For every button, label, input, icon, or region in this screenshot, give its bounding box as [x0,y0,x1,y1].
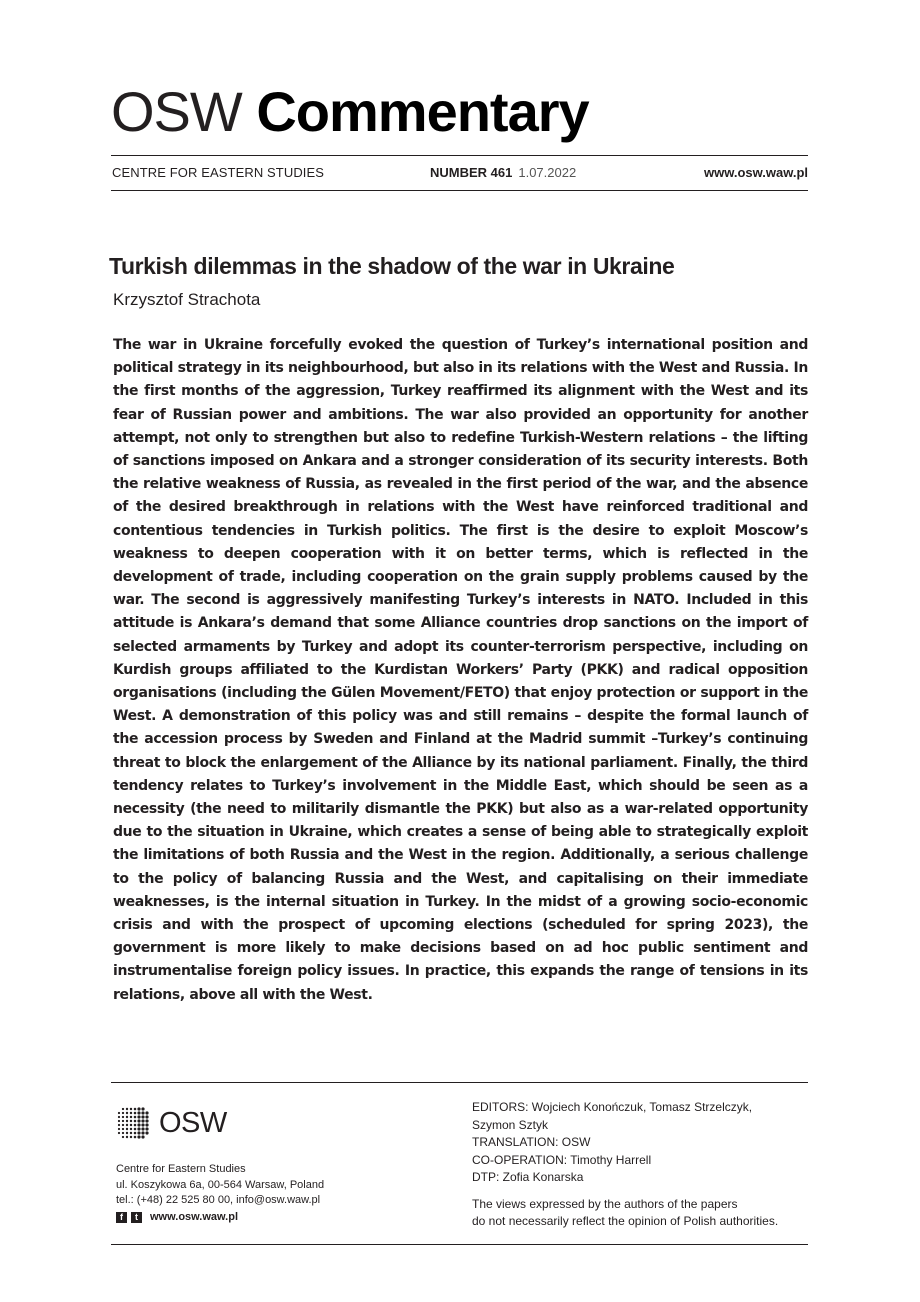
credit-line: CO-OPERATION: Timothy Harrell [472,1152,652,1167]
header-rule-bottom [111,190,808,191]
article-abstract: The war in Ukraine forcefully evoked the question of Turkey’s international position and political strategy in its neighbourhood, but also in its relations with the West and Russia. In the first months of the aggression, Turkey reaffirmed its alignment with the West and its fear of Russian power and ambitions. The war also provided an opportunity for another attempt, not only to strengthen but also to redefine Turkish-Western relations – the lifting of sanctions imposed on Ankara and a stronger consideration of its security interests. Both the relative weakness of Russia, as revealed in the first period of the war, and the absence of the desired breakthrough in relations with the West have reinforced traditional and contentious tendencies in Turkish politics. The first is the desire to exploit Moscow’s weakness to deepen cooperation with it on better terms, which is reflected in the development of trade, including cooperation on the grain supply problems caused by the war. The second is aggressively manifesting Turkey’s interests in NATO. Included in this attitude is Ankara’s demand that some Alliance countries drop sanctions on the import of selected armaments by Turkey and adopt its counter-terrorism perspective, including on Kurdish groups affiliated to the Kurdistan Workers’ Party (PKK) and radical opposition organisations (including the Gülen Movement/FETO) that enjoy protection or support in the West. A demonstration of this policy was and still remains – despite the formal launch of the accession process by Sweden and Finland at the Madrid summit –Turkey’s continuing threat to block the enlargement of the Alliance by its national parliament. Finally, the third tendency relates to Turkey’s involvement in the Middle East, which should be seen as a necessity (the need to militarily dismantle the PKK) but also as a war-related opportunity due to the situation in Ukraine, which creates a sense of being able to strategically exploit the limitations of both Russia and the West in the region. Additionally, a serious challenge to the policy of balancing Russia and the West, and capitalising on their immediate weaknesses, is the internal situation in Turkey. In the midst of a growing socio-economic crisis and with the prospect of upcoming elections (scheduled for spring 2023), the government is more likely to make decisions based on ad hoc public sentiment and instrumentalise foreign policy issues. In practice, this expands the range of tensions in its relations, above all with the West. [113,337,808,1003]
header-info-bar [111,165,808,181]
address-line: Centre for Eastern Studies [116,1163,246,1175]
footer-credits [472,1099,812,1231]
disclaimer-line: do not necessarily reflect the opinion of Polish authorities. [472,1214,779,1228]
brand-osw: OSW [111,80,242,143]
website-link[interactable]: www.osw.waw.pl [703,165,808,180]
osw-logo [113,1103,227,1143]
address-block [116,1162,446,1225]
disclaimer-line: The views expressed by the authors of the papers [472,1196,738,1211]
article-title: Turkish dilemmas in the shadow of the war in Ukraine [109,253,675,279]
credit-line: DTP: Zofia Konarska [472,1170,584,1184]
masthead [111,80,589,144]
footer-rule-top [111,1082,808,1083]
issue-date: 1.07.2022 [518,165,577,180]
article-author: Krzysztof Strachota [113,290,261,309]
osw-logo-icon [113,1103,155,1143]
address-line: ul. Koszykowa 6a, 00-564 Warsaw, Poland [116,1178,325,1191]
credit-line: TRANSLATION: OSW [472,1135,591,1149]
disclaimer [472,1196,812,1231]
social-links [116,1210,446,1226]
logo-text: OSW [159,1107,227,1139]
credit-line: EDITORS: Wojciech Konończuk, Tomasz Strzelczyk, [472,1100,753,1114]
footer-website-link[interactable]: www.osw.waw.pl [150,1210,239,1223]
issue-info [430,165,576,181]
twitter-icon[interactable]: t [131,1212,142,1223]
address-line[interactable]: tel.: (+48) 22 525 80 00, info@osw.waw.pl [116,1194,321,1206]
issue-number: NUMBER 461 [430,165,513,180]
centre-name: CENTRE FOR EASTERN STUDIES [112,165,325,180]
facebook-icon[interactable]: f [116,1212,127,1223]
credit-line: Szymon Sztyk [472,1117,549,1132]
footer-rule-bottom [111,1244,808,1245]
brand-commentary: Commentary [256,80,589,143]
header-rule-top [111,155,808,156]
